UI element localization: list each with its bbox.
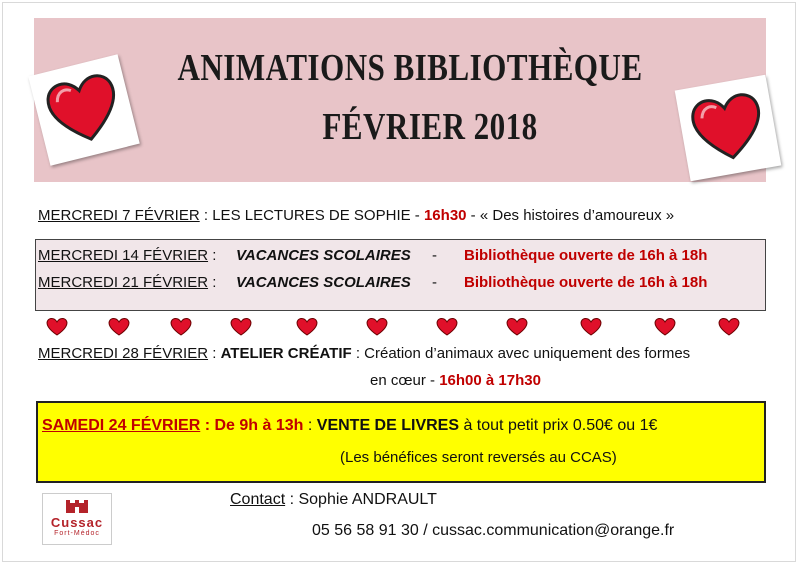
heart-icon — [296, 317, 318, 341]
holiday-label: VACANCES SCOLAIRES — [236, 247, 411, 264]
holiday-label: VACANCES SCOLAIRES — [236, 274, 411, 291]
contact-label: Contact — [230, 491, 286, 508]
event-row: MERCREDI 14 FÉVRIER : — [38, 247, 217, 264]
sale-title: VENTE DE LIVRES — [316, 417, 460, 434]
event-time: 16h30 — [423, 207, 467, 224]
heart-icon — [366, 317, 388, 341]
opening-hours: Bibliothèque ouverte de 16h à 18h — [464, 247, 708, 264]
page-title: ANIMATIONS BIBLIOTHÈQUE — [177, 47, 643, 89]
event-date: MERCREDI 21 FÉVRIER — [38, 274, 209, 291]
heart-icon — [718, 317, 740, 341]
sale-date: SAMEDI 24 FÉVRIER — [42, 417, 201, 434]
event-description: « Des histoires d’amoureux » — [479, 207, 675, 224]
logo-castle-icon — [65, 498, 89, 514]
heart-icon — [436, 317, 458, 341]
contact-row: Contact : Sophie ANDRAULT — [230, 491, 437, 508]
page-subtitle: FÉVRIER 2018 — [322, 106, 538, 148]
heart-icon — [506, 317, 528, 341]
event-time: 16h00 à 17h30 — [439, 372, 541, 389]
heart-icon — [580, 317, 602, 341]
header-banner — [34, 18, 766, 182]
town-logo — [42, 493, 112, 545]
event-row: MERCREDI 28 FÉVRIER : ATELIER CRÉATIF : Création d’animaux avec uniquement des formes — [38, 345, 691, 362]
logo-name: Cussac — [50, 515, 104, 530]
contact-name: Sophie ANDRAULT — [298, 491, 437, 508]
heart-icon — [654, 317, 676, 341]
sale-note: (Les bénéfices seront reversés au CCAS) — [340, 449, 617, 466]
separator: - — [432, 274, 437, 291]
sale-hours: De 9h à 13h — [214, 417, 304, 434]
heart-icon — [46, 317, 68, 341]
logo-subtitle: Fort-Médoc — [54, 530, 100, 537]
event-description: : Création d’animaux avec uniquement des formes — [351, 345, 691, 362]
opening-hours: Bibliothèque ouverte de 16h à 18h — [464, 274, 708, 291]
event-name: ATELIER CRÉATIF — [220, 345, 352, 362]
event-row: MERCREDI 21 FÉVRIER : — [38, 274, 217, 291]
separator: - — [432, 247, 437, 264]
sale-row: SAMEDI 24 FÉVRIER : De 9h à 13h : VENTE DE LIVRES à tout petit prix 0.50€ ou 1€ — [42, 417, 658, 434]
heart-icon — [170, 317, 192, 341]
contact-details: 05 56 58 91 30 / cussac.communication@orange.fr — [312, 522, 675, 539]
sale-price: à tout petit prix 0.50€ ou 1€ — [459, 417, 658, 434]
event-date: MERCREDI 7 FÉVRIER — [38, 207, 200, 224]
event-date: MERCREDI 28 FÉVRIER — [38, 345, 209, 362]
event-name: LES LECTURES DE SOPHIE — [212, 207, 411, 224]
book-sale-box — [36, 401, 766, 483]
event-row: MERCREDI 7 FÉVRIER : LES LECTURES DE SOPHIE - 16h30 - « Des histoires d’amoureux » — [38, 207, 675, 224]
event-row-continued: en cœur - 16h00 à 17h30 — [370, 372, 541, 389]
hearts-row — [0, 317, 800, 339]
heart-icon — [230, 317, 252, 341]
event-date: MERCREDI 14 FÉVRIER — [38, 247, 209, 264]
heart-icon — [108, 317, 130, 341]
